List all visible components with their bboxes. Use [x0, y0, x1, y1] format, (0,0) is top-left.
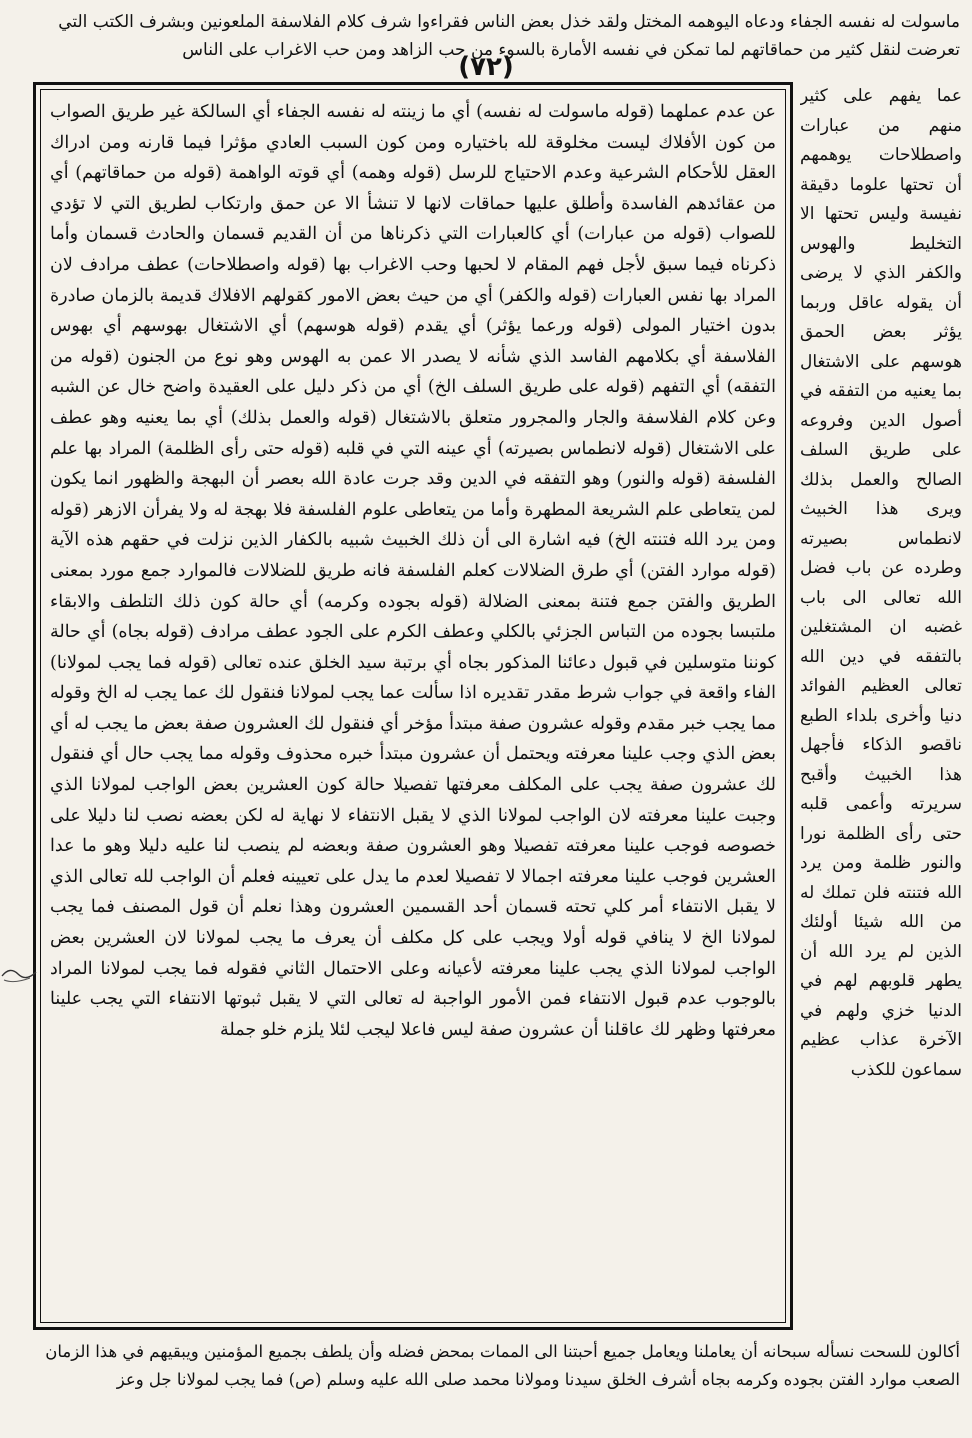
- top-line-1: ماسولت له نفسه الجفاء ودعاه اليوهمه المختل ولقد خذل بعض الناس فقراءوا شرف كلام الفلاسفة الملعونين وبشرف الكتب التي: [58, 12, 960, 32]
- bottom-main-text: [12, 1338, 960, 1394]
- commentary-text-block: [50, 97, 776, 1317]
- side-matn-text: عما يفهم على كثير منهم من عبارات واصطلاحات يوهمهم أن تحتها علوما دقيقة نفيسة وليس تحتها الا التخليط والهوس والكفر الذي لا يرضى أن يقوله عاقل وربما يؤثر بعض الحمق هوسهم على الاشتغال بما يعنيه من التفقه في أصول الدين وفروعه على طريق السلف الصالح والعمل بذلك ويرى هذا الخبيث لانطماس بصيرته وطرده عن باب فضل الله تعالى الى باب غضبه ان المشتغلين بالتفقه في دين الله تعالى العظيم الفوائد دنيا وأخرى بلداء الطبع ناقصو الذكاء فأجهل هذا الخبيث وأقبح سريرته وأعمى قلبه حتى رأى الظلمة نورا والنور ظلمة ومن يرد الله فتنته فلن تملك له من الله شيئا أولئك الذين لم يرد الله أن يطهر قلوبهم لهم في الدنيا خزي ولهم في الآخرة عذاب عظيم سماعون للكذب: [800, 86, 962, 1080]
- top-line-2: تعرضت لنقل كثير من حماقاتهم لما تمكن في نفسه الأمارة بالسوء من حب الزاهد ومن حب الاغراب على الناس: [182, 40, 960, 60]
- commentary-frame: [33, 82, 793, 1330]
- commentary-text: عن عدم عملهما (قوله ماسولت له نفسه) أي ما زينته له نفسه الجفاء أي السالكة غير طريق الصواب من كون الأفلاك ليست مخلوقة لله باختياره ومن كون السبب العادي مؤثرا فيما قارنه ومن ادراك العقل للأحكام الشرعية وعدم الاحتياج للرسل (قوله وهمه) أي قوته الواهمة (قوله من حماقاتهم) أي من عقائدهم الفاسدة وأطلق عليها حماقات لانها لا تنشأ الا عن حمق وارتكاب لطريق التي لا تؤدي للصواب (قوله من عبارات) أي كالعبارات التي ذكرناها من أن القديم قسمان والحادث قسمان وأما ذكرناه فيما سبق لأجل فهم المقام لا لحبها وحب الاغراب بها (قوله واصطلاحات) عطف مرادف لان المراد بها نفس العبارات (قوله والكفر) أي من حيث بعض الامور كقولهم الافلاك قديمة بالزمان صادرة بدون اختيار المولى (قوله ورعما يؤثر) أي يقدم (قوله هوسهم) أي الاشتغال بهوسهم أي بهوس الفلاسفة أي بكلامهم الفاسد الذي شأنه لا يصدر الا عمن به الهوس وهو نوع من الجنون (قوله من التفقه) أي التفهم (قوله على طريق السلف الخ) أي من ذكر دليل على العقيدة واضح خال عن الشبه وعن كلام الفلاسفة والجار والمجرور متعلق بالاشتغال (قوله والعمل بذلك) أي بما يعنيه وهو عطف على الاشتغال (قوله لانطماس بصيرته) أي عينه التي في قلبه (قوله حتى رأى الظلمة) المراد بها علم الفلسفة (قوله والنور) وهو التفقه في الدين وقد جرت عادة الله بعصر أن البهجة والظهور انما يكون لمن يتعاطى علم الشريعة المطهرة وأما من يتعاطى علوم الفلسفة فلا بهجة له ولا يفرأن الازهر (قوله ومن يرد الله فتنته الخ) فيه اشارة الى أن ذلك الخبيث شبيه بالكفار الذين نزلت في حقهم هذه الآية (قوله موارد الفتن) أي طرق الضلالات كعلم الفلسفة فانه طريق للضلالات فالموارد جمع مورد بمعنى الطريق والفتن جمع فتنة بمعنى الضلالة (قوله بجوده وكرمه) أي حالة كون ذلك التلطف والابقاء ملتبسا بجوده من التباس الجزئي بالكلي وعطف الكرم على الجود عطف مرادف (قوله بجاه) أي حالة كوننا متوسلين في قبول دعائنا المذكور بجاه أي برتبة سيد الخلق عنده تعالى (قوله فما يجب لمولانا) الفاء واقعة في جواب شرط مقدر تقديره اذا سألت عما يجب لمولانا فنقول لك عما يجب له الخ وقوله مما يجب خبر مقدم وقوله عشرون صفة مبتدأ مؤخر أي فنقول لك العشرون صفة بعض ما يجب له أي بعض الذي وجب علينا معرفته ويحتمل أن عشرون مبتدأ خبره محذوف وقوله مما يجب حال أي فنقول لك عشرون صفة يجب على المكلف معرفتها تفصيلا حالة كون العشرين بعض الواجب لمولانا الذي وجبت علينا معرفته لان الواجب لمولانا الذي لا يقبل الانتفاء لا نهاية له لكن بعضه نصب لنا دليلا على خصوصه فوجب علينا معرفته تفصيلا وهو العشرون صفة وبعضه لم ينصب لنا عليه دليلا وهو ما عدا العشرين فوجب علينا معرفته اجمالا لا تفصيلا لعدم ما يدل على تعيينه فعلم أن الواجب لله تعالى الذي لا يقبل الانتفاء أمر كلي تحته قسمان أحد القسمين العشرون وهذا نعلم أن قول المصنف فما يجب لمولانا الخ لا ينافي قوله أولا ويجب على كل مكلف أن يعرف ما يجب لمولانا لان العشرين بعض الواجب لمولانا الذي يجب علينا معرفته لأعيانه وعلى الاحتمال الثاني فقوله فما يجب لمولانا المراد بالوجوب عدم قبول الانتفاء فمن الأمور الواجبة له تعالى التي لا يقبل ثبوتها الانتفاء التي يجب علينا معرفتها وظهر لك عاقلنا أن عشرون صفة ليس فاعلا ليجب لئلا يلزم خلو جملة: [50, 102, 776, 1040]
- bottom-line-1: أكالون للسحت نسأله سبحانه أن يعاملنا ويعامل جميع أحبتنا الى الممات بمحض فضله وأن يلطف بجميع المؤمنين ويبقيهم في هذا الزمان: [45, 1342, 960, 1361]
- bottom-line-2: الصعب موارد الفتن بجوده وكرمه بجاه أشرف الخلق سيدنا ومولانا محمد صلى الله عليه وسلم (ص) فما يجب لمولانا جل وعز: [116, 1370, 960, 1389]
- margin-pen-mark-icon: [0, 960, 40, 990]
- side-matn-column: [800, 82, 962, 1332]
- page-number: [0, 52, 972, 82]
- page-number-label: (٧٢): [458, 52, 514, 82]
